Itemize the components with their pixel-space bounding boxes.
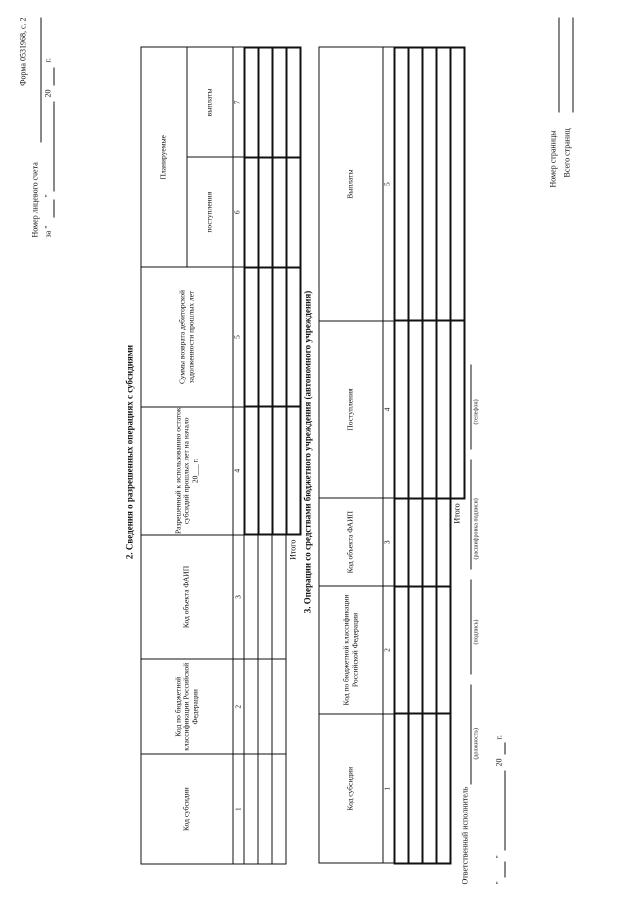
page-number-line[interactable] — [559, 18, 560, 113]
sign-line[interactable] — [471, 580, 472, 675]
s3-cell[interactable] — [394, 714, 408, 864]
decode-caption: (расшифровка подписи) — [473, 498, 480, 560]
account-block — [31, 18, 59, 238]
s2-cell[interactable] — [258, 267, 272, 407]
decode-line[interactable] — [471, 460, 472, 570]
section3-table — [319, 47, 466, 865]
s2-total-cell[interactable] — [286, 267, 300, 407]
s2-cell[interactable] — [244, 407, 258, 535]
s2-cell[interactable] — [258, 407, 272, 535]
total-pages-label: Всего страниц — [562, 128, 572, 178]
date-year: 20 — [43, 89, 53, 98]
date-quote-open: " — [494, 881, 504, 885]
s3-colnum: 4 — [383, 321, 394, 499]
date-za: за " — [43, 225, 53, 238]
s3-colnum: 3 — [383, 498, 394, 586]
s2-cell[interactable] — [244, 754, 258, 864]
table-row — [286, 48, 300, 865]
s2-head-planned: Планируемые — [141, 48, 187, 268]
page-number-label: Номер страницы — [548, 130, 558, 188]
s3-total-cell[interactable] — [450, 48, 464, 321]
table-row — [436, 48, 450, 864]
position-caption: (должность) — [473, 728, 480, 760]
s3-cell[interactable] — [408, 498, 422, 586]
s2-colnum: 3 — [233, 535, 244, 660]
s2-colnum: 5 — [233, 267, 244, 407]
s2-cell[interactable] — [272, 407, 286, 535]
s2-cell[interactable] — [272, 157, 286, 267]
s3-cell[interactable] — [436, 498, 450, 586]
table-row — [272, 48, 286, 865]
total-pages-line[interactable] — [573, 18, 574, 113]
s2-cell[interactable] — [272, 659, 286, 754]
s3-head-payments: Выплаты — [319, 48, 383, 321]
s3-cell[interactable] — [408, 714, 422, 864]
s2-head-receipts: поступления — [187, 157, 233, 267]
s2-cell[interactable] — [244, 267, 258, 407]
s2-colnum: 1 — [233, 754, 244, 864]
s2-head-return-sums: Суммы возврата дебиторской задолженности прошлых лет — [141, 267, 233, 407]
table-row — [408, 48, 422, 864]
rotated-form-page — [1, 0, 640, 905]
position-line[interactable] — [471, 685, 472, 785]
s2-colnum: 7 — [233, 48, 244, 158]
sig-day-line[interactable] — [505, 862, 506, 878]
s3-cell[interactable] — [408, 321, 422, 499]
s2-cell[interactable] — [244, 659, 258, 754]
sig-year-line[interactable] — [505, 743, 506, 755]
s3-cell[interactable] — [394, 321, 408, 499]
form-code: Форма 0531968, с. 2 — [18, 17, 28, 86]
table-row — [422, 48, 436, 864]
s3-cell[interactable] — [436, 586, 450, 714]
s3-cell[interactable] — [422, 321, 436, 499]
executor-label: Ответственный исполнитель — [460, 786, 470, 885]
s3-cell[interactable] — [408, 48, 422, 321]
s3-cell[interactable] — [394, 48, 408, 321]
s3-cell[interactable] — [422, 48, 436, 321]
s2-colnum: 6 — [233, 157, 244, 267]
s2-cell[interactable] — [258, 535, 272, 660]
s3-head-receipts: Поступления — [319, 321, 383, 499]
account-line — [41, 18, 42, 143]
date-quote-close: " — [494, 855, 504, 859]
day-line — [54, 200, 55, 218]
s2-total-cell[interactable] — [286, 48, 300, 158]
s3-cell[interactable] — [422, 498, 436, 586]
section2-table — [141, 47, 302, 865]
section2-title: 2. Сведения о разрешенных операциях с субсидиями — [124, 344, 135, 560]
table-row — [394, 48, 408, 864]
s3-cell[interactable] — [394, 498, 408, 586]
s3-cell[interactable] — [422, 714, 436, 864]
s3-colnum: 5 — [383, 48, 394, 321]
year-line — [54, 68, 55, 86]
s2-total-cell[interactable] — [286, 407, 300, 535]
s2-head-faip-code: Код объекта ФАИП — [141, 535, 233, 660]
s2-cell[interactable] — [258, 754, 272, 864]
s2-cell[interactable] — [244, 535, 258, 660]
account-label: Номер лицевого счета — [30, 162, 40, 238]
s2-total-label: Итого — [288, 539, 298, 560]
date-quote: " — [43, 194, 53, 198]
signature-block — [461, 365, 521, 885]
s2-cell[interactable] — [244, 48, 258, 158]
section3-title: 3. Операции со средствами бюджетного учреждения (автономного учреждения) — [302, 290, 313, 614]
sign-caption: (подпись) — [473, 619, 480, 645]
s3-head-budget-code: Код по бюджетной классификации Российской Федерации — [319, 586, 383, 714]
s2-total-cell[interactable] — [286, 157, 300, 267]
s2-head-allowed-balance: Разрешенный к использованию остаток субсидий прошлых лет на начало 20___ г. — [141, 407, 233, 535]
s3-cell[interactable] — [394, 586, 408, 714]
s3-head-faip-code: Код объекта ФАИП — [319, 498, 383, 586]
page-numbering — [549, 18, 589, 188]
s2-cell[interactable] — [258, 157, 272, 267]
s2-head-subsidy-code: Код субсидии — [141, 754, 233, 864]
phone-line[interactable] — [471, 365, 472, 450]
s3-head-subsidy-code: Код субсидии — [319, 714, 383, 864]
s2-cell[interactable] — [272, 535, 286, 660]
date-g: г. — [43, 58, 53, 63]
phone-caption: (телефон) — [473, 399, 480, 425]
s2-colnum: 4 — [233, 407, 244, 535]
s2-head-budget-code: Код по бюджетной классификации Российской Федерации — [141, 659, 233, 754]
s2-cell[interactable] — [244, 157, 258, 267]
s3-cell[interactable] — [436, 48, 450, 321]
sig-month-line[interactable] — [505, 771, 506, 851]
s3-colnum: 1 — [383, 714, 394, 864]
s3-cell[interactable] — [436, 714, 450, 864]
s2-cell[interactable] — [272, 48, 286, 158]
s2-cell[interactable] — [258, 659, 272, 754]
table-row — [258, 48, 272, 865]
s2-colnum: 2 — [233, 659, 244, 754]
s3-colnum: 2 — [383, 586, 394, 714]
sig-date-g: г. — [494, 735, 504, 740]
s2-cell[interactable] — [258, 48, 272, 158]
s2-cell[interactable] — [272, 267, 286, 407]
s3-cell[interactable] — [436, 321, 450, 499]
s2-head-payments: выплаты — [187, 48, 233, 158]
month-line — [54, 102, 55, 192]
s3-cell[interactable] — [422, 586, 436, 714]
s3-cell[interactable] — [408, 586, 422, 714]
table-row — [244, 48, 258, 865]
s3-total-label: Итого — [452, 503, 462, 524]
s2-cell[interactable] — [272, 754, 286, 864]
sig-date-year: 20 — [494, 758, 504, 767]
